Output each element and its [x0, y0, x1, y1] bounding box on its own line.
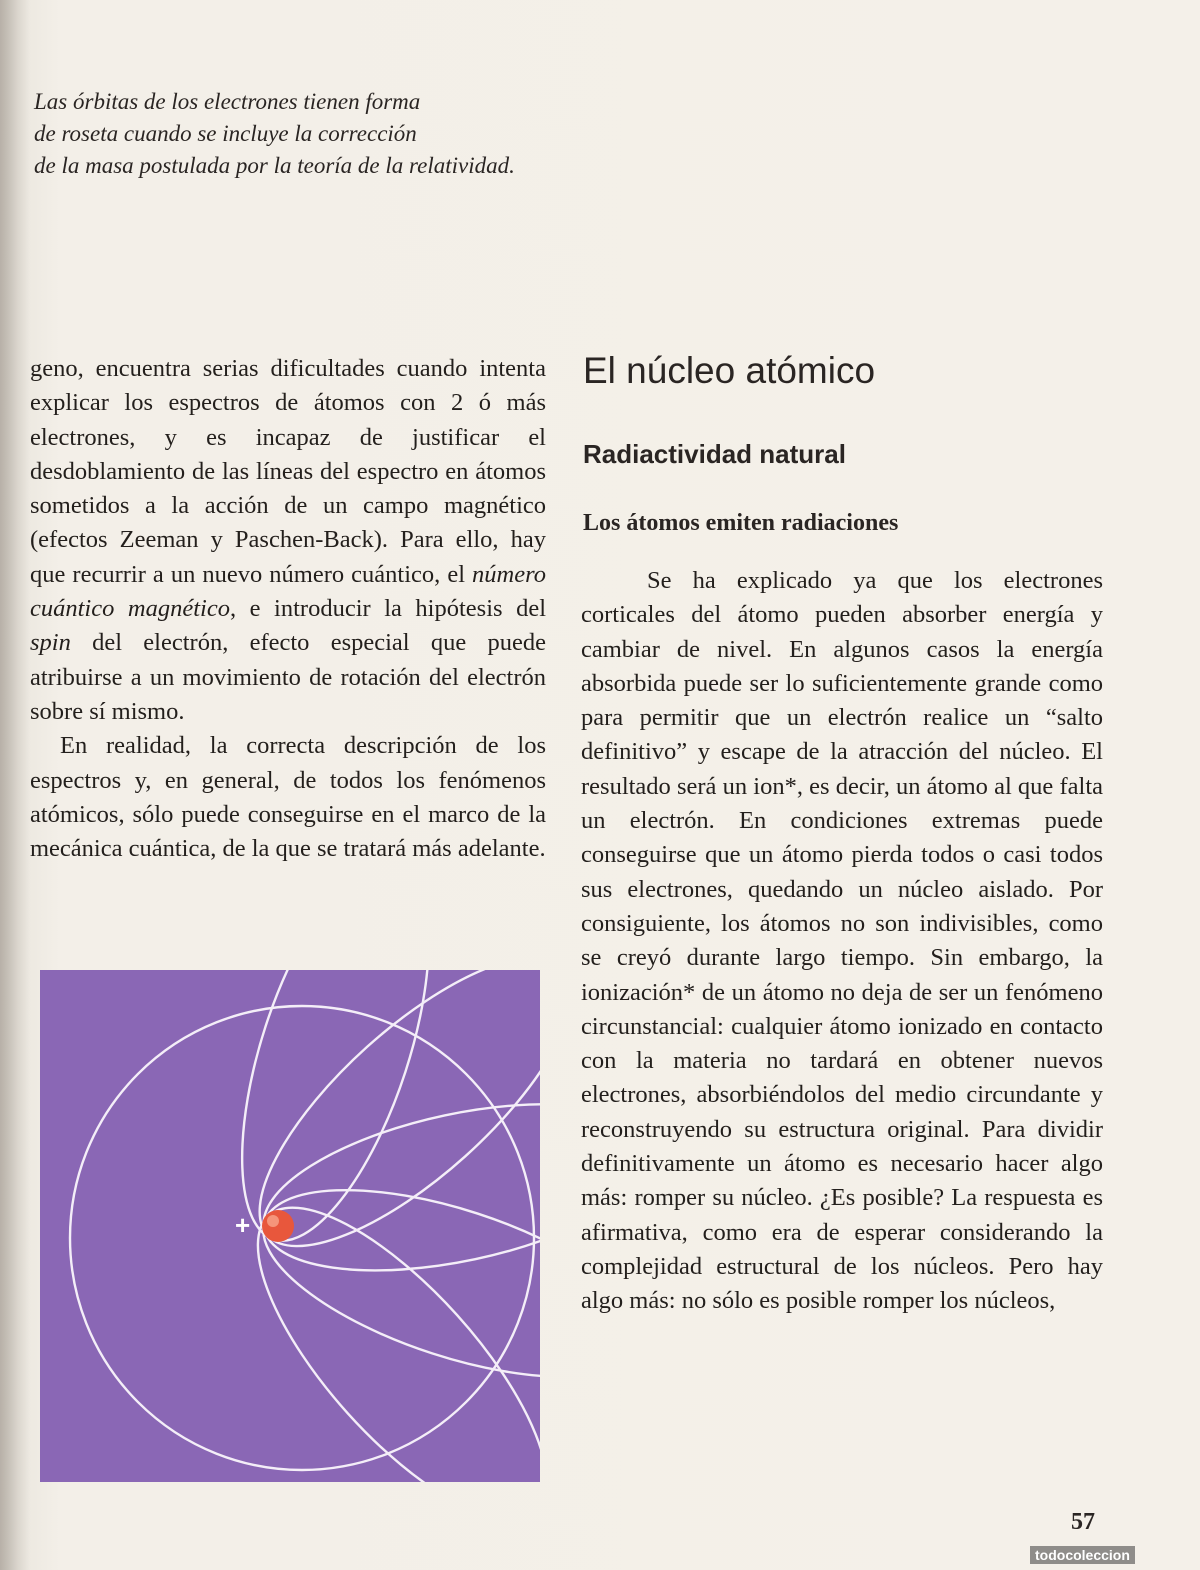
subsection-heading: Los átomos emiten radiaciones: [583, 510, 899, 536]
watermark-logo: todocoleccion: [1030, 1546, 1135, 1564]
spine-shadow: [0, 0, 30, 1570]
page-number: 57: [1071, 1509, 1095, 1535]
left-paragraph-1: [30, 352, 546, 729]
left-paragraph-2: En realidad, la correcta descripción de los espectros y, en general, de todos los fenómenos atómicos, sólo puede conseguirse en el marco de la mecánica cuántica, de la que se tratará más adelante.: [30, 732, 546, 863]
caption-line: de la masa postulada por la teoría de la relatividad.: [34, 153, 515, 178]
section-heading: Radiactividad natural: [583, 439, 846, 469]
emphasis-term: número cuántico magnético: [30, 560, 546, 623]
nucleus-highlight: [267, 1215, 279, 1227]
figure-caption: [34, 86, 634, 182]
rosette-orbit-diagram: [40, 970, 540, 1482]
text-run: , e introducir la hipótesis del: [229, 595, 547, 623]
text-run: del electrón, efecto especial que puede atribuirse a un movimiento de rotación del electrón sobre sí mismo.: [30, 629, 546, 725]
nucleus-dot: [262, 1210, 294, 1242]
caption-line: Las órbitas de los electrones tienen forma: [34, 89, 421, 114]
left-column-text: [30, 352, 546, 866]
text-run: geno, encuentra serias dificultades cuando intenta explicar los espectros de átomos con 2 ó más electrones, y es incapaz de justificar el desdoblamiento de las líneas del espectro en átomos sometidos a la acción de un campo magnético (efectos Zeeman y Paschen-Back). Para ello, hay que recurrir a un nuevo número cuántico, el: [30, 355, 546, 588]
right-column-text: [581, 564, 1103, 1319]
caption-line: de roseta cuando se incluye la corrección: [34, 121, 417, 146]
nucleus-plus-label: +: [235, 1210, 251, 1240]
chapter-heading: El núcleo atómico: [583, 350, 876, 391]
right-paragraph: Se ha explicado ya que los electrones corticales del átomo pueden absorber energía y cambiar de nivel. En algunos casos la energía absorbida puede ser lo suficientemente grande como para permitir que un electrón realice un “salto definitivo” y escape de la atracción del núcleo. El resultado será un ion*, es decir, un átomo al que falta un electrón. En condiciones extremas puede conseguirse que un átomo pierda todos o casi todos sus electrones, quedando un núcleo aislado. Por consiguiente, los átomos no son indivisibles, como se creyó durante largo tiempo. Sin embargo, la ionización* de un átomo no deja de ser un fenómeno circunstancial: cualquier átomo ionizado en contacto con la materia no tardará en obtener nuevos electrones, absorbiéndolos del medio circundante y reconstruyendo su estructura original. Para dividir definitivamente un átomo es necesario hacer algo más: romper su núcleo. ¿Es posible? La respuesta es afirmativa, como era de esperar considerando la complejidad estructural de los núcleos. Pero hay algo más: no sólo es posible romper los núcleos,: [581, 567, 1103, 1315]
emphasis-term: spin: [30, 629, 71, 657]
electron-orbit-figure: [40, 970, 540, 1482]
